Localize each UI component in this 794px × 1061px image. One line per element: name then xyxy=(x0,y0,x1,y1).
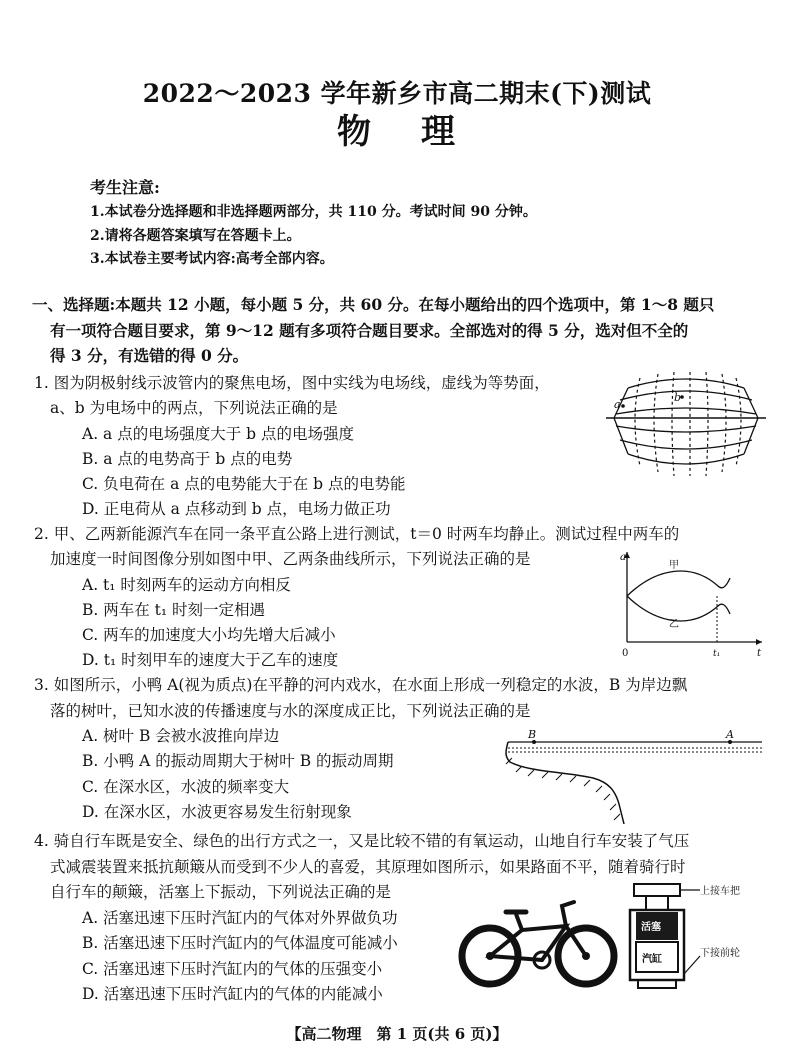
question-3-option-d: D. 在深水区，水波更容易发生衍射现象 xyxy=(82,803,352,821)
duck-a-label: A xyxy=(726,728,734,741)
question-1-option-a: A. a 点的电场强度大于 b 点的电场强度 xyxy=(82,425,354,443)
question-4-stem: 4. 骑自行车既是安全、绿色的出行方式之一，又是比较不错的有氧运动，山地自行车安装了气压 xyxy=(34,832,690,850)
acceleration-time-graph xyxy=(616,548,766,663)
section-instruction: 有一项符合题目要求，第 9～12 题有多项符合题目要求。全部选对的得 5 分，选对但不全的 xyxy=(50,321,689,340)
question-2-stem: 2. 甲、乙两新能源汽车在同一条平直公路上进行测试，t＝0 时两车均静止。测试过程中两车的 xyxy=(34,525,680,543)
question-2-stem: 加速度一时间图像分别如图中甲、乙两条曲线所示，下列说法正确的是 xyxy=(50,550,531,568)
question-3-stem: 3. 如图所示，小鸭 A(视为质点)在平静的河内戏水，在水面上形成一列稳定的水波，B 为岸边飘 xyxy=(34,676,688,694)
question-4-option-a: A. 活塞迅速下压时汽缸内的气体对外界做负功 xyxy=(82,909,398,927)
question-3-option-b: B. 小鸭 A 的振动周期大于树叶 B 的振动周期 xyxy=(82,752,394,770)
question-4-option-c: C. 活塞迅速下压时汽缸内的气体的压强变小 xyxy=(82,960,383,978)
question-2-option-a: A. t₁ 时刻两车的运动方向相反 xyxy=(82,576,291,594)
river-wave-figure xyxy=(498,728,768,828)
cylinder-label: 汽缸 xyxy=(642,954,662,965)
question-1-stem: 1. 图为阴极射线示波管内的聚焦电场，图中实线为电场线，虚线为等势面， xyxy=(34,374,550,392)
piston-label: 活塞 xyxy=(641,922,661,933)
notice-item: 1.本试卷分选择题和非选择题两部分，共 110 分。考试时间 90 分钟。 xyxy=(90,204,537,220)
notice-item: 2.请将各题答案填写在答题卡上。 xyxy=(90,228,301,244)
question-1-option-b: B. a 点的电势高于 b 点的电势 xyxy=(82,450,293,468)
point-b-label: b xyxy=(674,391,682,404)
axis-a-label: a xyxy=(620,552,626,563)
question-1-stem: a、b 为电场中的两点，下列说法正确的是 xyxy=(50,399,338,417)
subject-char-1: 物 xyxy=(337,112,373,152)
question-3-option-a: A. 树叶 B 会被水波推向岸边 xyxy=(82,727,280,745)
question-3-stem: 落的树叶，已知水波的传播速度与水的深度成正比，下列说法正确的是 xyxy=(50,702,531,720)
question-4-option-b: B. 活塞迅速下压时汽缸内的气体温度可能减小 xyxy=(82,934,398,952)
section-instruction: 得 3 分，有选错的得 0 分。 xyxy=(50,346,249,365)
question-4-stem: 式减震装置来抵抗颠簸从而受到不少人的喜爱，其原理如图所示，如果路面不平，随着骑行时 xyxy=(50,858,686,876)
shock-absorber-diagram xyxy=(616,880,766,990)
question-4-stem: 自行车的颠簸，活塞上下振动，下列说法正确的是 xyxy=(50,883,392,901)
question-2-option-d: D. t₁ 时刻甲车的速度大于乙车的速度 xyxy=(82,651,339,669)
question-3-option-c: C. 在深水区，水波的频率变大 xyxy=(82,778,290,796)
curve-yi-label: 乙 xyxy=(669,619,679,630)
page-footer: 【高二物理 第 1 页(共 6 页)】 xyxy=(286,1025,508,1043)
leaf-b-label: B xyxy=(528,728,537,741)
notice-heading: 考生注意: xyxy=(90,178,160,197)
question-1-option-c: C. 负电荷在 a 点的电势能大于在 b 点的电势能 xyxy=(82,475,406,493)
mountain-bike-image xyxy=(460,896,620,992)
question-4-option-d: D. 活塞迅速下压时汽缸内的气体的内能减小 xyxy=(82,985,383,1003)
notice-item: 3.本试卷主要考试内容:高考全部内容。 xyxy=(90,251,334,267)
section-instruction: 一、选择题:本题共 12 小题，每小题 5 分，共 60 分。在每小题给出的四个选项中，第 1～8 题只 xyxy=(32,295,715,314)
curve-jia-label: 甲 xyxy=(669,560,679,571)
focusing-field-figure xyxy=(606,370,766,482)
subject-char-2: 理 xyxy=(421,112,457,152)
question-2-option-c: C. 两车的加速度大小均先增大后减小 xyxy=(82,626,336,644)
origin-label: 0 xyxy=(622,648,629,659)
handlebar-connection-label: 上接车把 xyxy=(700,886,740,897)
question-2-option-b: B. 两车在 t₁ 时刻一定相遇 xyxy=(82,601,266,619)
question-1-option-d: D. 正电荷从 a 点移动到 b 点，电场力做正功 xyxy=(82,500,391,518)
axis-t-label: t xyxy=(757,648,762,659)
t1-label: t₁ xyxy=(713,649,721,659)
exam-title: 2022～2023 学年新乡市高二期末(下)测试 xyxy=(142,79,652,108)
point-a-label: a xyxy=(614,398,621,411)
subject-title xyxy=(0,104,794,153)
front-wheel-connection-label: 下接前轮 xyxy=(700,948,740,959)
